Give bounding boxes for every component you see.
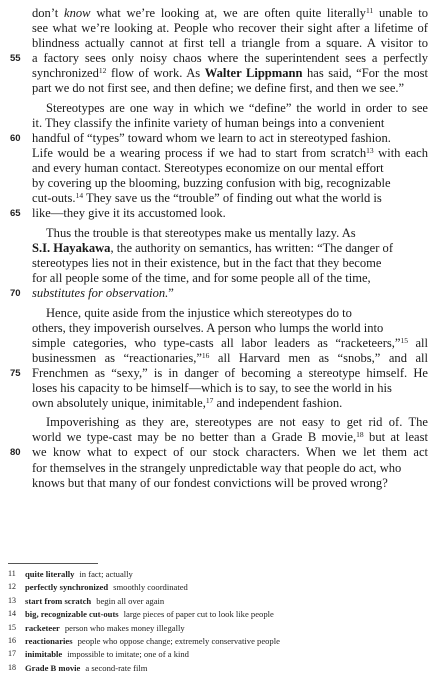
text-line — [32, 415, 428, 430]
line-number: 65 — [10, 208, 21, 220]
text-run: Hence, quite aside from the injustice which stereotypes do to — [46, 305, 352, 320]
text-run: part we do not first see, and then define; we define first, and then we see.” — [32, 81, 405, 96]
text-run: and independent fashion. — [213, 395, 343, 410]
text-line — [32, 366, 428, 381]
text-run: all Harvard men as “snobs,” and all — [209, 350, 428, 365]
text-line — [32, 161, 428, 176]
footnote-ref: 12 — [98, 66, 107, 76]
text-line — [32, 191, 428, 206]
text-line — [32, 146, 428, 161]
text-run: businessmen as “reactionaries,” — [32, 350, 202, 365]
text-run: see what we’re looking at. People who recover their sight after a lifetime of — [32, 21, 428, 36]
footnote-ref: 18 — [356, 430, 364, 440]
footnote-definition: person who makes money illegally — [64, 622, 185, 633]
footnote-definition: smoothly coordinated — [113, 582, 188, 593]
footnote-definition: large pieces of paper cut to look like people — [123, 609, 274, 620]
text-run: all — [407, 335, 428, 350]
footnote-ref: 16 — [201, 350, 210, 360]
footnote-item — [8, 623, 428, 634]
footnote-term: start from scratch — [25, 595, 92, 606]
text-run: has said, “For the most — [302, 66, 428, 81]
text-run: we know what to expect of our stock characters. When we let them act — [32, 445, 428, 460]
text-run: by covering up the blooming, buzzing confusion with big, recognizable — [32, 176, 391, 191]
footnote-term: quite literally — [25, 569, 75, 579]
footnote-divider — [8, 563, 98, 564]
text-run: Life would be a wearing process if we had to start from scratch — [32, 146, 367, 160]
text-line — [32, 131, 428, 146]
footnote-number: 13 — [8, 595, 16, 605]
text-line — [32, 36, 428, 51]
footnote-term: reactionaries — [25, 636, 73, 646]
text-line — [32, 6, 428, 21]
footnote-term: inimitable — [25, 649, 63, 660]
text-run: stereotypes lies not in their existence, but in the fact that they become — [32, 255, 382, 270]
text-run: Thus the trouble is that stereotypes make us mentally lazy. As — [46, 225, 356, 240]
footnote-item — [8, 636, 428, 647]
line-number: 60 — [10, 132, 21, 144]
footnote-number: 17 — [8, 649, 16, 659]
bold-name: S.I. Hayakawa — [32, 240, 111, 255]
text-run: for themselves in the strangely unpredictable way that people do act, who — [32, 460, 402, 475]
footnote-ref: 15 — [400, 335, 408, 345]
text-run: synchronized — [32, 66, 99, 81]
text-run: unable to — [373, 6, 428, 20]
line-number: 55 — [10, 53, 21, 65]
text-line — [32, 321, 428, 336]
text-run: loses his capacity to be himself—which is to say, to see the world in his — [32, 380, 392, 395]
footnote-number: 14 — [8, 609, 16, 619]
footnote-item — [8, 649, 428, 660]
footnote-item — [8, 663, 428, 674]
text-run: knows but that many of our fondest convictions will be proved wrong? — [32, 475, 388, 490]
text-line — [32, 336, 428, 351]
text-line — [32, 396, 428, 411]
text-run: ” — [168, 285, 174, 300]
text-run: Stereotypes are one way in which we “define” the world in order to see — [46, 100, 428, 115]
text-run: substitutes for observation. — [32, 285, 169, 300]
text-run: cut-outs. — [32, 191, 76, 206]
text-run: flow of work. As — [106, 66, 205, 81]
footnote-number: 16 — [8, 636, 16, 645]
text-run: own absolutely unique, inimitable, — [32, 395, 206, 410]
text-line — [32, 271, 428, 286]
line-number: 70 — [10, 287, 21, 299]
text-run: but at least — [363, 430, 428, 445]
footnote-number: 11 — [8, 569, 16, 578]
footnote-ref: 14 — [75, 191, 84, 201]
footnote-number: 12 — [8, 582, 16, 592]
text-line — [32, 176, 428, 191]
footnote-term: racketeer — [25, 622, 60, 633]
text-run: don’t — [32, 6, 65, 20]
text-run: a factory sees only noisy chaos where the superintendent sees a perfectly — [32, 51, 428, 66]
text-line — [32, 306, 428, 321]
footnote-definition: impossible to imitate; one of a kind — [67, 649, 189, 660]
footnote-definition: a second-rate film — [85, 662, 148, 673]
text-run: with each — [373, 146, 428, 160]
text-line — [32, 445, 428, 460]
footnote-ref: 13 — [366, 146, 374, 155]
text-run: for all people some of the time, and for some people all of the time, — [32, 270, 371, 285]
footnote-ref: 11 — [365, 6, 374, 15]
text-run: simple categories, who type-casts all labor leaders as “racketeers,” — [32, 335, 401, 350]
footnote-item — [8, 582, 428, 593]
footnote-ref: 17 — [205, 395, 214, 405]
footnote-item — [8, 596, 428, 607]
text-line — [32, 51, 428, 66]
text-run: , the authority on semantics, has written: “The danger of — [110, 240, 394, 255]
text-run: others, they impoverish ourselves. A person who lumps the world into — [32, 320, 384, 335]
text-line — [32, 381, 428, 396]
footnote-item — [8, 609, 428, 620]
text-line — [32, 256, 428, 271]
line-number: 75 — [10, 367, 21, 379]
text-run: Frenchmen as “sexy,” is in danger of becoming a stereotype himself. He — [32, 365, 428, 380]
text-line — [32, 241, 428, 256]
text-run: like—they give it its accustomed look. — [32, 206, 226, 221]
footnote-definition: begin all over again — [96, 595, 165, 606]
text-run: and every human contact. Stereotypes economize on our mental effort — [32, 161, 384, 175]
text-line — [32, 21, 428, 36]
text-line — [32, 81, 428, 96]
text-run: it. They classify the infinite variety of human beings into a convenient — [32, 115, 385, 130]
text-line — [32, 430, 428, 445]
text-run: Impoverishing as they are, stereotypes are not easy to get rid of. The — [46, 415, 428, 430]
footnote-term: big, recognizable cut-outs — [25, 609, 119, 620]
footnote-definition: in fact; actually — [79, 569, 133, 579]
text-line — [32, 206, 428, 221]
text-run: what we’re looking at, we are often quite literally — [90, 6, 366, 20]
text-line — [32, 116, 428, 131]
text-run: know — [64, 6, 91, 20]
footnote-number: 15 — [8, 622, 16, 632]
text-run: world we type-cast may be no better than a Grade B movie, — [32, 430, 357, 445]
text-line — [32, 101, 428, 116]
text-line — [32, 351, 428, 366]
text-line — [32, 476, 428, 491]
text-line — [32, 226, 428, 241]
bold-name: Walter Lippmann — [204, 66, 303, 81]
footnote-definition: people who oppose change; extremely conservative people — [77, 636, 280, 646]
text-line — [32, 66, 428, 81]
line-number: 80 — [10, 447, 21, 459]
text-run: blindness actually cannot at first tell a triangle from a square. A visitor to — [32, 36, 428, 51]
footnote-term: perfectly synchronized — [25, 582, 109, 593]
footnote-item — [8, 569, 428, 580]
footnote-term: Grade B movie — [25, 662, 81, 673]
text-line — [32, 461, 428, 476]
text-run: They save us the “trouble” of finding out what the world is — [83, 191, 382, 206]
text-run: handful of “types” toward whom we learn to act in stereotyped fashion. — [32, 130, 391, 145]
footnote-number: 18 — [8, 662, 16, 672]
text-line — [32, 286, 428, 301]
